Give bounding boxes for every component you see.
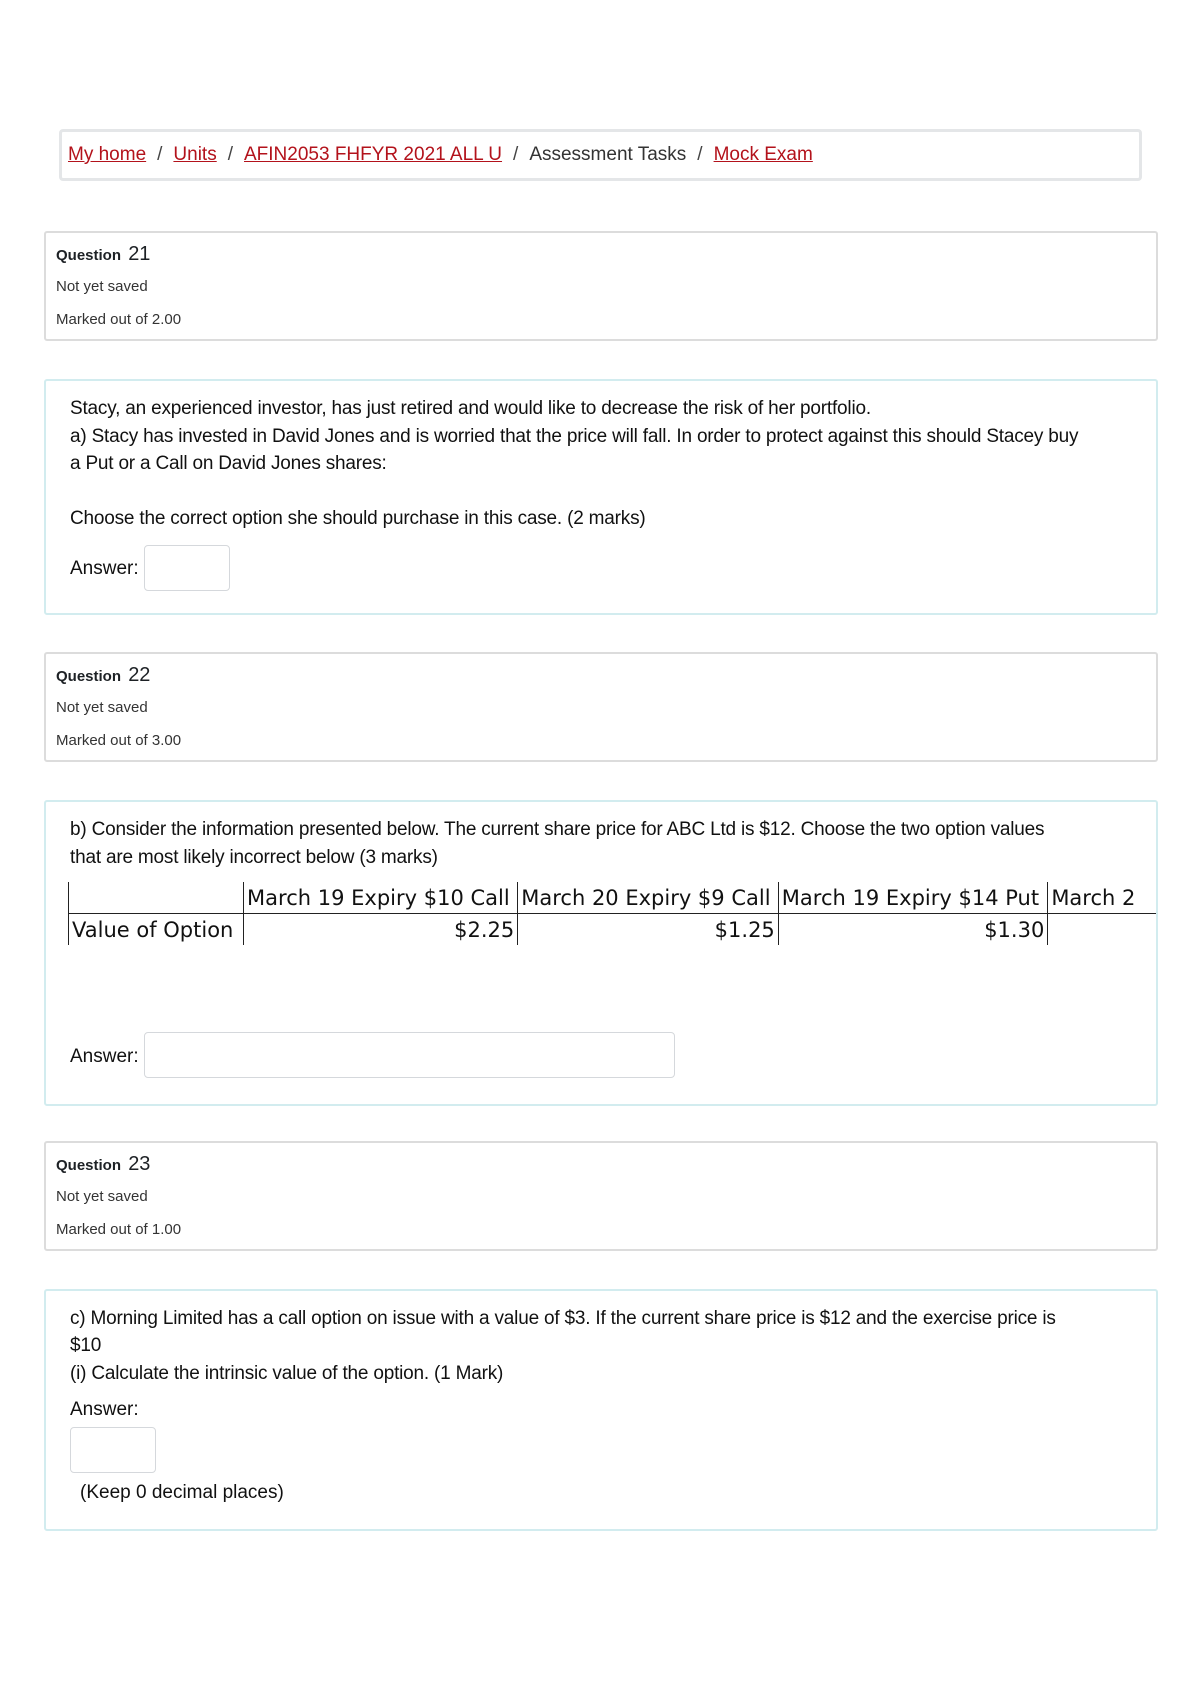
answer-input-q22[interactable] [144, 1032, 675, 1078]
breadcrumb-course[interactable]: AFIN2053 FHFYR 2021 ALL U [244, 144, 503, 165]
question-label: Question [56, 668, 122, 685]
question-state: Not yet saved [56, 278, 148, 295]
table-cell: $2.25 [244, 914, 518, 946]
question-label: Question [56, 1157, 122, 1174]
breadcrumb-mock-exam[interactable]: Mock Exam [713, 144, 813, 165]
question-text-line: that are most likely incorrect below (3 marks) [70, 847, 438, 868]
table-cell: $1.25 [518, 914, 779, 946]
question-number-value: 21 [128, 243, 151, 265]
answer-input-q21[interactable] [144, 545, 230, 591]
question-grade: Marked out of 2.00 [56, 311, 182, 328]
breadcrumb-separator: / [157, 144, 163, 165]
option-values-table-wrapper [68, 882, 1156, 952]
question-text-line: c) Morning Limited has a call option on issue with a value of $3. If the current share price is $12 and the exercise price is [70, 1308, 1056, 1329]
question-grade: Marked out of 3.00 [56, 732, 182, 749]
question-text-line: b) Consider the information presented below. The current share price for ABC Ltd is $12. Choose the two option values [70, 819, 1045, 840]
question-number [56, 664, 150, 687]
table-row [69, 914, 1157, 946]
answer-input-q23[interactable] [70, 1427, 156, 1473]
table-header-cell: March 2 [1048, 882, 1156, 914]
table-row-label: Value of Option [69, 914, 244, 946]
question-formulation-22 [44, 800, 1158, 1106]
table-header-cell: March 20 Expiry $9 Call [518, 882, 779, 914]
table-header-cell: March 19 Expiry $10 Call [244, 882, 518, 914]
option-values-table [68, 882, 1156, 945]
table-cell [1048, 914, 1156, 946]
question-info-21 [44, 231, 1158, 341]
answer-label: Answer: [70, 1046, 139, 1067]
breadcrumb-separator: / [697, 144, 703, 165]
answer-label: Answer: [70, 1399, 139, 1420]
question-text-line: $10 [70, 1335, 102, 1356]
breadcrumb [59, 129, 1142, 181]
question-text-line: Choose the correct option she should purchase in this case. (2 marks) [70, 508, 646, 529]
question-number [56, 1153, 150, 1176]
question-text-line: a Put or a Call on David Jones shares: [70, 453, 387, 474]
question-grade: Marked out of 1.00 [56, 1221, 182, 1238]
question-state: Not yet saved [56, 699, 148, 716]
question-label: Question [56, 247, 122, 264]
question-info-23 [44, 1141, 1158, 1251]
breadcrumb-separator: / [513, 144, 519, 165]
question-info-22 [44, 652, 1158, 762]
answer-format-note: (Keep 0 decimal places) [80, 1482, 284, 1503]
question-state: Not yet saved [56, 1188, 148, 1205]
table-header-cell: March 19 Expiry $14 Put [778, 882, 1048, 914]
question-formulation-23 [44, 1289, 1158, 1531]
question-formulation-21 [44, 379, 1158, 615]
breadcrumb-separator: / [227, 144, 233, 165]
breadcrumb-units[interactable]: Units [173, 144, 217, 165]
answer-label: Answer: [70, 558, 139, 579]
breadcrumb-my-home[interactable]: My home [68, 144, 147, 165]
question-text-line: a) Stacy has invested in David Jones and is worried that the price will fall. In order to protect against this should Stacey buy [70, 426, 1079, 447]
question-text-line: Stacy, an experienced investor, has just retired and would like to decrease the risk of her portfolio. [70, 398, 871, 419]
table-header-cell [69, 882, 244, 914]
question-number-value: 22 [128, 664, 151, 686]
breadcrumb-assessment-tasks: Assessment Tasks [529, 144, 687, 165]
table-header-row [69, 882, 1157, 914]
question-number-value: 23 [128, 1153, 151, 1175]
question-text-line: (i) Calculate the intrinsic value of the option. (1 Mark) [70, 1363, 504, 1384]
question-number [56, 243, 150, 266]
table-cell: $1.30 [778, 914, 1048, 946]
